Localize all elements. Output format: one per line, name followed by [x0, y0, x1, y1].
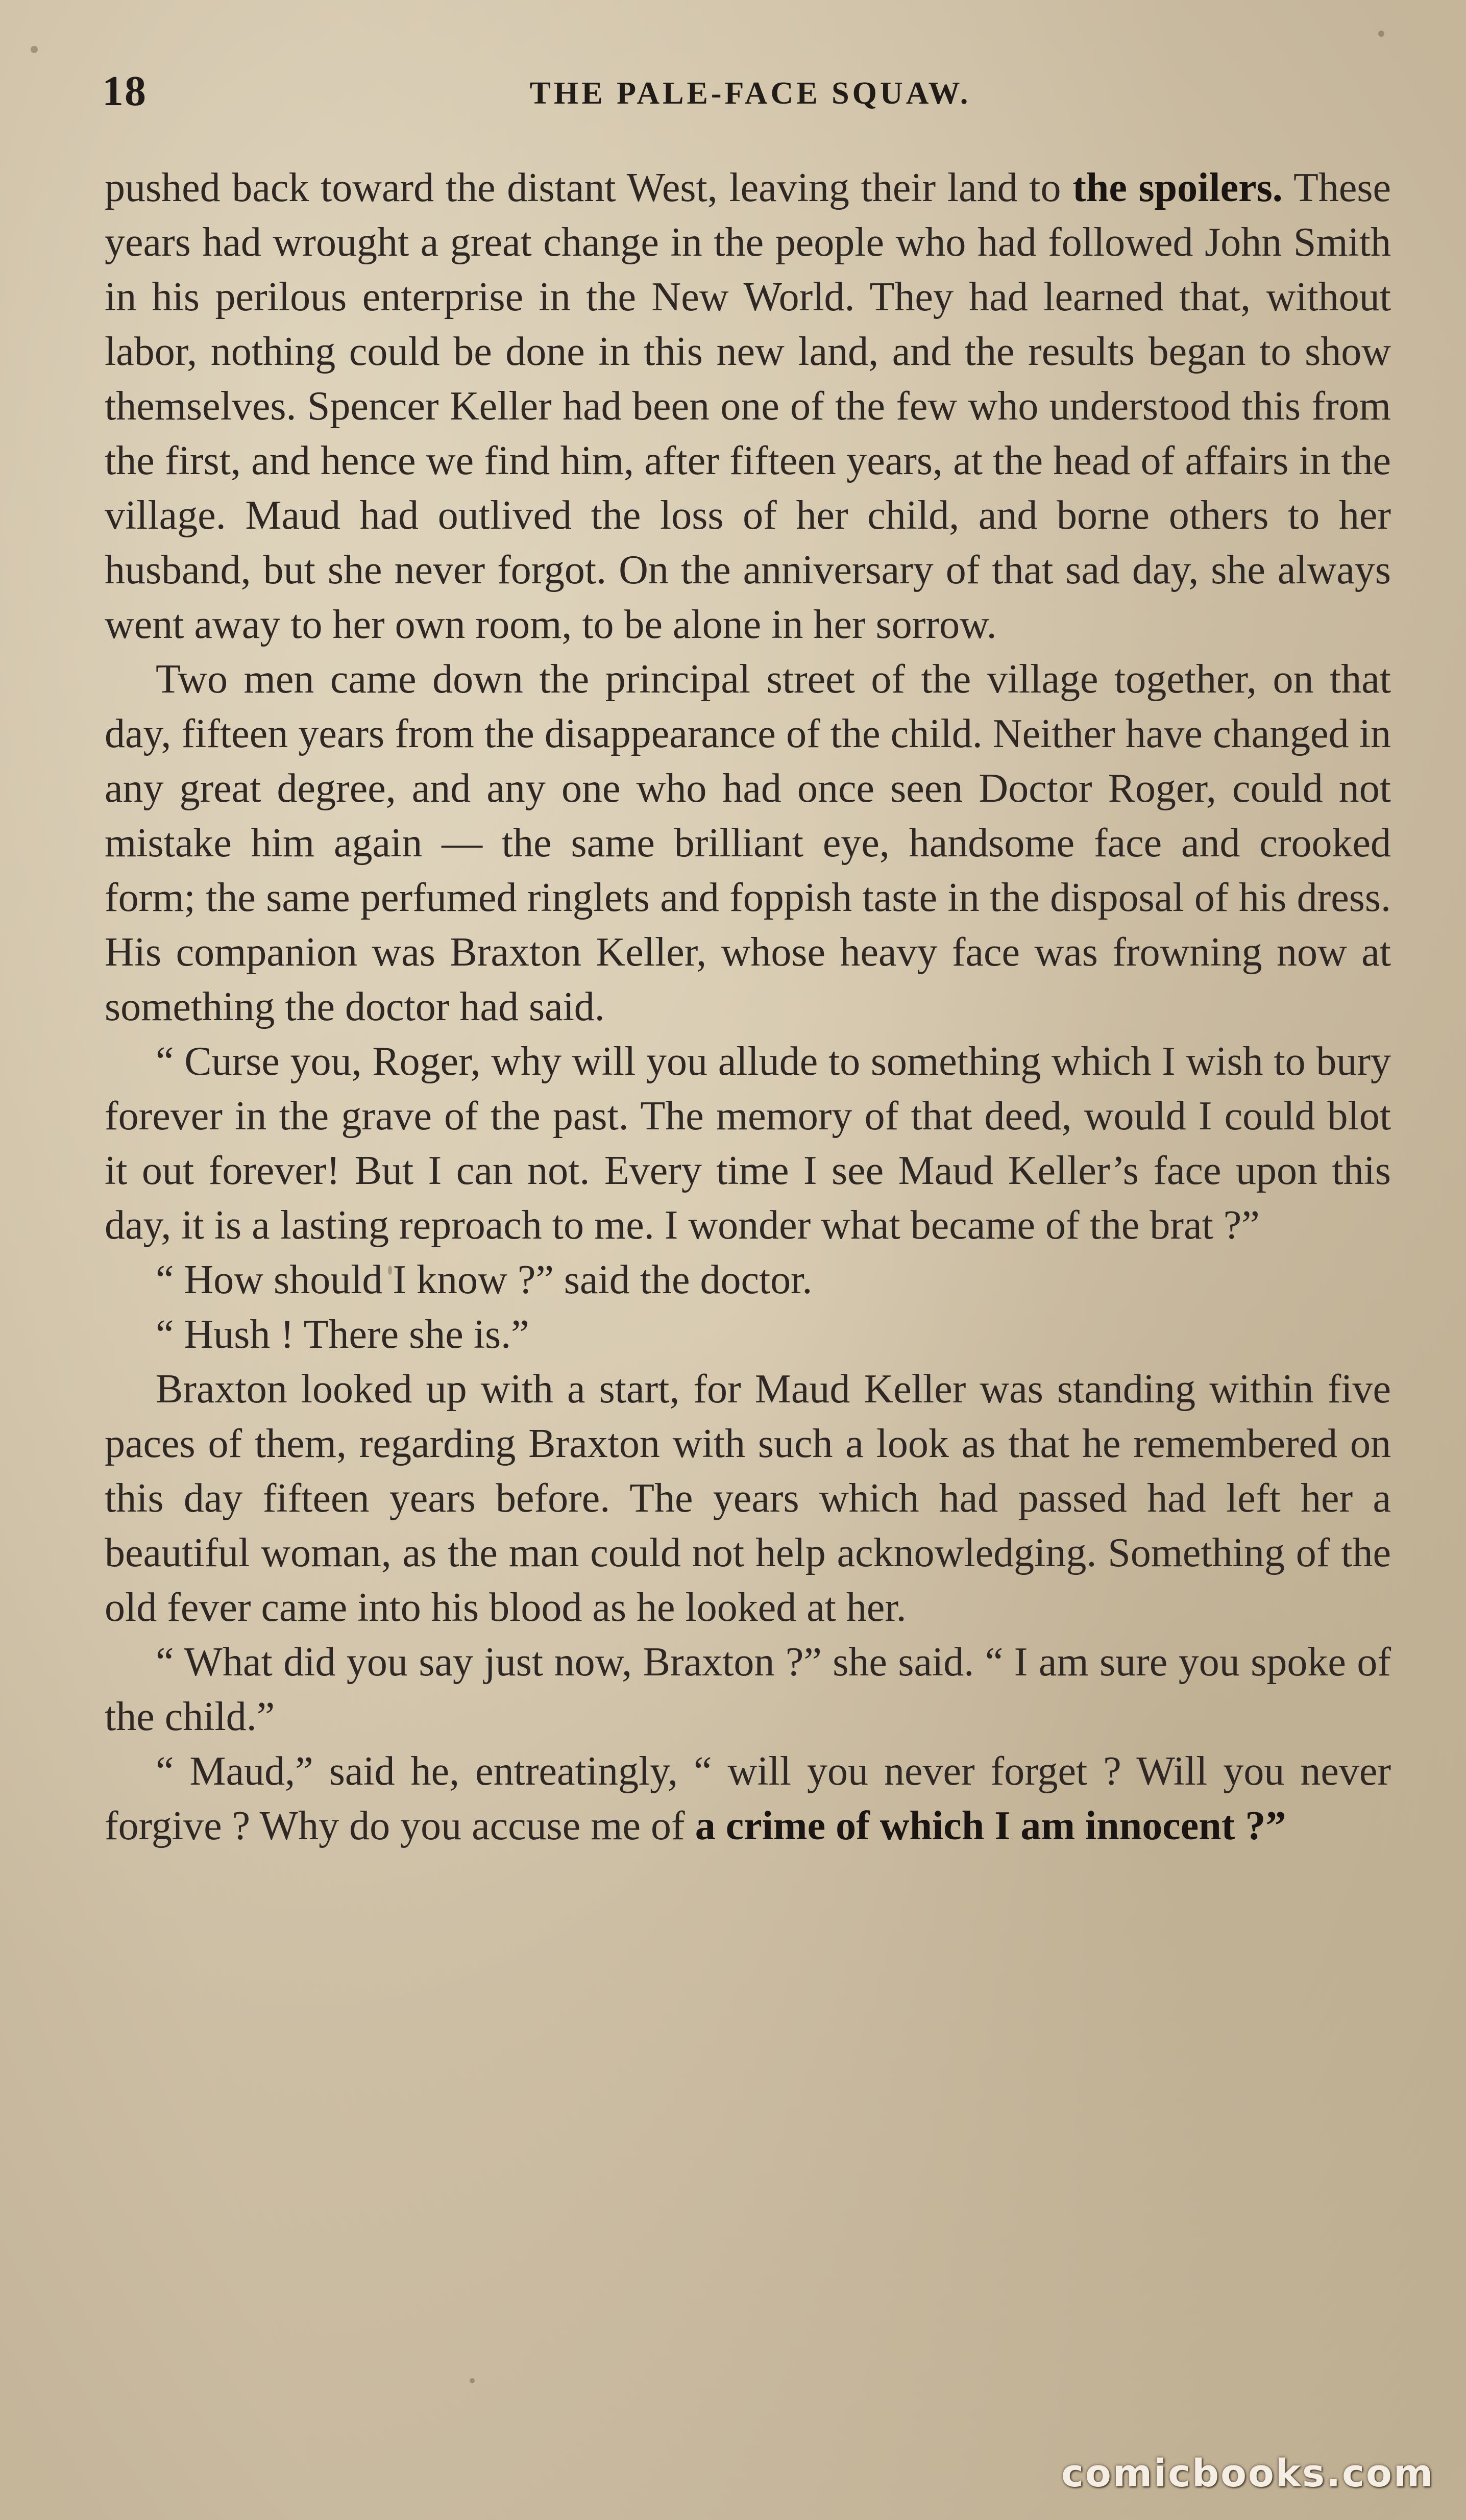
body-text — [105, 161, 1391, 1854]
paper-speck — [388, 1266, 392, 1275]
paragraph-2: Two men came down the principal street of the village together, on that day, fifteen years from the disappearance of the child. Neither have changed in any great degree, and any one who had once seen Doctor Roger, could not mistake him again — the same brilliant eye, handsome face and crooked form; the same perfumed ringlets and foppish taste in the disposal of his dress. His companion was Braxton Keller, whose heavy face was frowning now at something the doctor had said. — [105, 657, 1391, 1029]
paper-speck — [470, 2378, 475, 2383]
paragraph-8-text: “ Maud,” said he, entreatingly, “ will you never forget ? Will you never forgive ? Why do you accuse me of — [105, 1749, 1391, 1848]
site-watermark: comicbooks.com — [1061, 2452, 1434, 2496]
paragraph-1-text: pushed back toward the distant West, leaving their land to — [105, 165, 1061, 210]
paragraph-4: “ How should I know ?” said the doctor. — [156, 1257, 813, 1302]
paper-speck — [31, 46, 38, 53]
paper-speck — [1378, 31, 1384, 37]
paragraph-7: “ What did you say just now, Braxton ?” she said. “ I am sure you spoke of the child.” — [105, 1640, 1391, 1739]
paragraph-1 — [105, 161, 1391, 652]
paragraph-1-rest: These years had wrought a great change in the people who had followed John Smith in his perilous enterprise in the New World. They had learned that, without labor, nothing could be done in this new land, and the results began to show themselves. Spencer Keller had been one of the few who understood this from the first, and hence we find him, after fifteen years, at the head of affairs in the village. Maud had outlived the loss of her child, and borne others to her husband, but she never forgot. On the anniversary of that sad day, she always went away to her own room, to be alone in her sorrow. — [105, 165, 1391, 647]
paragraph-8-bold-run: a crime of which I am innocent ?” — [685, 1803, 1286, 1848]
paragraph-6: Braxton looked up with a start, for Maud Keller was standing within five paces of them, regarding Braxton with such a look as that he remembered on this day fifteen years before. The years which had passed had left her a beautiful woman, as the man could not help acknowledging. Something of the old fever came into his blood as he looked at her. — [105, 1367, 1391, 1630]
page-number: 18 — [102, 67, 147, 115]
paragraph-1-bold-run: the spoilers. — [1061, 165, 1283, 210]
page-header — [102, 66, 1399, 128]
paragraph-3: “ Curse you, Roger, why will you allude to something which I wish to bury forever in the grave of the past. The memory of that deed, would I could blot it out forever! But I can not. Every time I see Maud Keller’s face upon this day, it is a lasting reproach to me. I wonder what became of the brat ?” — [105, 1039, 1391, 1248]
paragraph-8 — [105, 1744, 1391, 1854]
running-head: THE PALE-FACE SQUAW. — [529, 76, 971, 111]
paragraph-5: “ Hush ! There she is.” — [156, 1312, 529, 1357]
